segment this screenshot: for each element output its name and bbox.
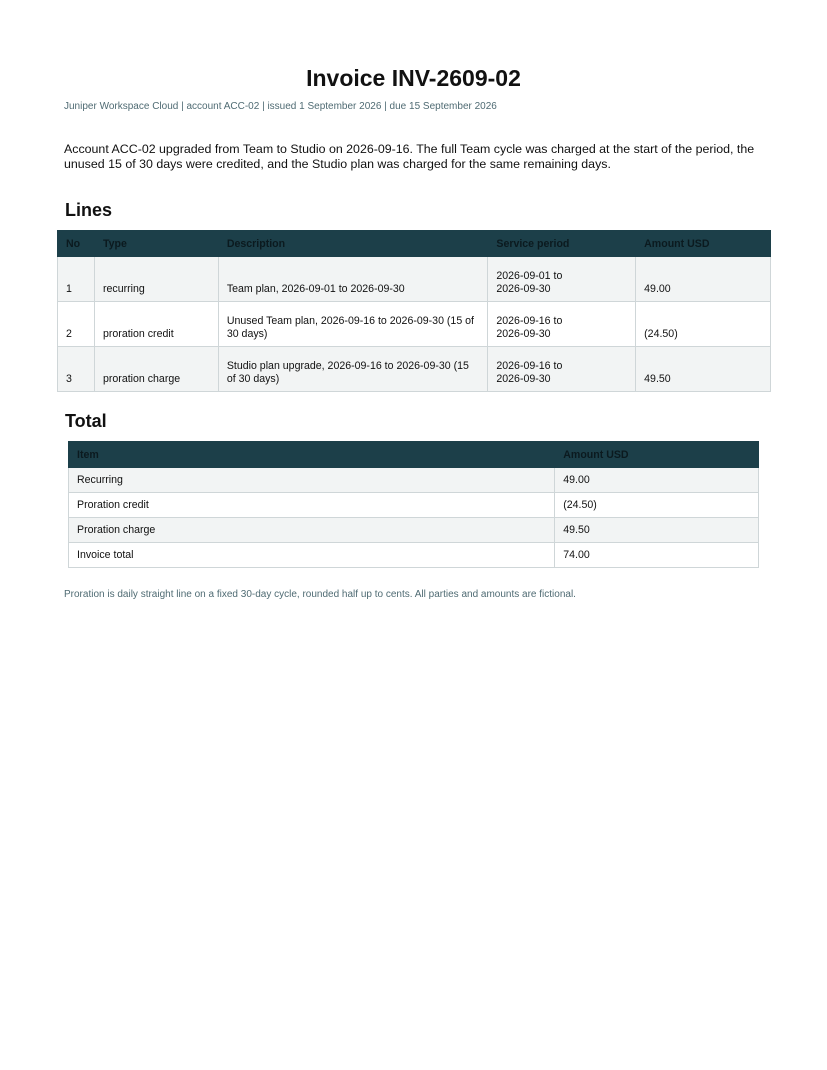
line-no: 3 — [58, 347, 95, 392]
line-period — [488, 302, 636, 347]
footnote: Proration is daily straight line on a fixed 30-day cycle, rounded half up to cents. All parties and amounts are fictional. — [64, 589, 576, 600]
lines-heading: Lines — [65, 200, 113, 220]
total-amount: (24.50) — [555, 493, 759, 518]
total-item: Invoice total — [69, 543, 555, 568]
line-type: proration credit — [94, 302, 218, 347]
total-amount: 74.00 — [555, 543, 759, 568]
table-row — [69, 543, 759, 568]
period-start: 2026-09-16 to — [496, 315, 563, 327]
table-row — [69, 518, 759, 543]
invoice-meta: Juniper Workspace Cloud | account ACC-02 | issued 1 September 2026 | due 15 September 2026 — [64, 101, 497, 112]
lines-table — [57, 230, 771, 392]
period-start: 2026-09-01 to — [496, 270, 563, 282]
total-heading: Total — [65, 411, 107, 431]
total-item: Proration charge — [69, 518, 555, 543]
lines-header-row — [58, 231, 771, 257]
table-row — [69, 493, 759, 518]
total-table — [68, 441, 759, 568]
table-row — [58, 257, 771, 302]
period-start: 2026-09-16 to — [496, 360, 563, 372]
line-description: Studio plan upgrade, 2026-09-16 to 2026-09-30 (15 of 30 days) — [218, 347, 488, 392]
total-amount: 49.00 — [555, 468, 759, 493]
line-description: Unused Team plan, 2026-09-16 to 2026-09-30 (15 of 30 days) — [218, 302, 488, 347]
column-header: Description — [218, 231, 488, 257]
period-end: 2026-09-30 — [496, 328, 551, 340]
line-no: 1 — [58, 257, 95, 302]
column-header: No — [58, 231, 95, 257]
column-header: Item — [69, 442, 555, 468]
line-type: recurring — [94, 257, 218, 302]
line-period — [488, 347, 636, 392]
total-amount: 49.50 — [555, 518, 759, 543]
line-amount: 49.50 — [636, 347, 771, 392]
line-amount: 49.00 — [636, 257, 771, 302]
line-period — [488, 257, 636, 302]
line-type: proration charge — [94, 347, 218, 392]
table-row — [58, 347, 771, 392]
column-header: Amount USD — [555, 442, 759, 468]
period-end: 2026-09-30 — [496, 283, 551, 295]
line-description: Team plan, 2026-09-01 to 2026-09-30 — [218, 257, 488, 302]
line-amount: (24.50) — [636, 302, 771, 347]
invoice-title: Invoice INV-2609-02 — [306, 65, 521, 91]
column-header: Type — [94, 231, 218, 257]
column-header: Service period — [488, 231, 636, 257]
total-item: Recurring — [69, 468, 555, 493]
period-end: 2026-09-30 — [496, 373, 551, 385]
intro-paragraph: Account ACC-02 upgraded from Team to Studio on 2026-09-16. The full Team cycle was charged at the start of the period, the unused 15 of 30 days were credited, and the Studio plan was charged for the same remaining days. — [64, 142, 755, 171]
column-header: Amount USD — [636, 231, 771, 257]
line-no: 2 — [58, 302, 95, 347]
table-row — [69, 468, 759, 493]
total-header-row — [69, 442, 759, 468]
table-row — [58, 302, 771, 347]
total-item: Proration credit — [69, 493, 555, 518]
